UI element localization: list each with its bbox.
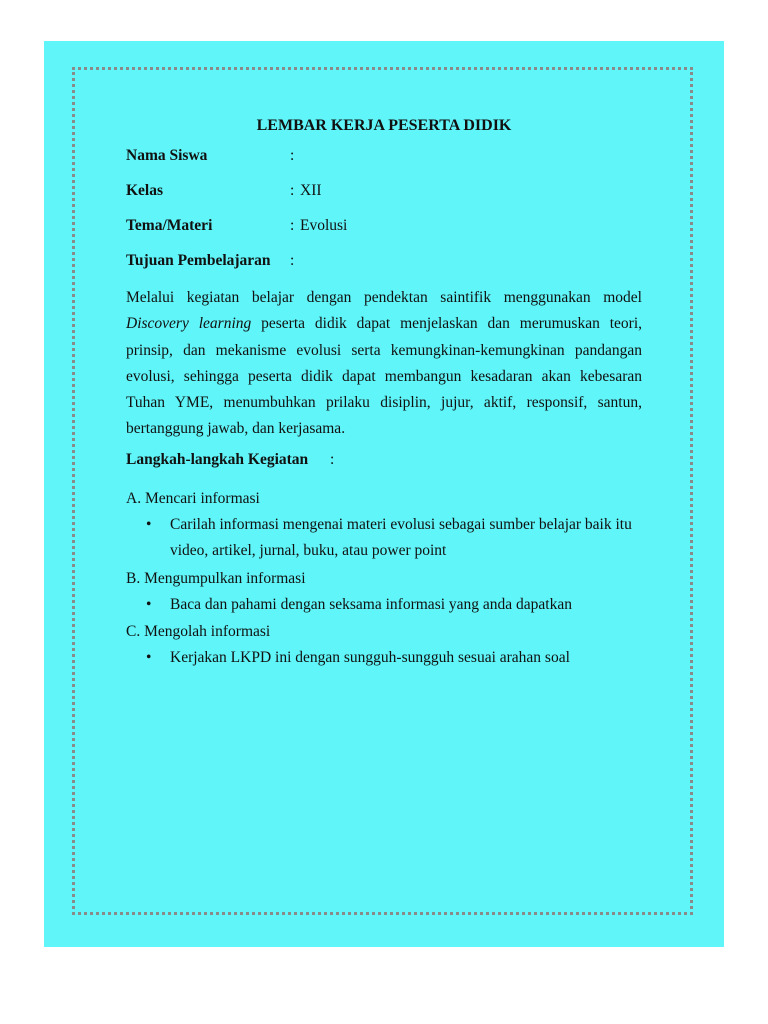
step-title: B. Mengumpulkan informasi [126,569,306,587]
field-nama-siswa [126,147,642,182]
field-label: Kelas [126,182,164,199]
field-label: Nama Siswa [126,147,208,164]
field-kelas [126,182,642,217]
objective-text: Melalui kegiatan belajar dengan pendektan saintifik menggunakan model [126,289,642,306]
field-colon: : [290,147,295,164]
field-label: Tujuan Pembelajaran [126,252,271,269]
field-value: XII [300,182,322,199]
steps-heading [126,451,642,485]
step-bullet [142,512,642,565]
field-value: Evolusi [300,217,348,234]
step-bullet [142,592,642,619]
objective-model-name: Discovery learning [126,315,252,333]
worksheet-title: LEMBAR KERJA PESERTA DIDIK [256,117,512,134]
field-colon: : [290,182,295,199]
step-bullet [142,645,642,672]
objective-paragraph [126,285,642,443]
field-tema-materi [126,217,642,252]
field-colon: : [290,217,295,234]
field-label: Tema/Materi [126,217,213,234]
bullet-dot-icon: • [146,515,152,533]
step-bullet-text: Carilah informasi mengenai materi evolusi sebagai sumber belajar baik itu video, artikel, jurnal, buku, atau power point [170,515,632,560]
bullet-dot-icon: • [146,595,152,613]
steps-heading-colon: : [330,450,335,468]
objective-text: peserta didik dapat menjelaskan dan merumuskan teori, prinsip, dan mekanisme evolusi serta kemungkinan-kemungkinan pandangan evolusi, sehingga peserta didik dapat membangun kesadaran akan kebesaran Tuhan YME, menumbuhkan prilaku disiplin, jujur, aktif, responsif, santun, bertanggung jawab, dan kerjasama. [126,315,642,438]
steps-heading-label: Langkah-langkah Kegiatan [126,450,309,468]
field-colon: : [290,252,295,269]
field-tujuan-pembelajaran [126,252,642,287]
step-title: C. Mengolah informasi [126,623,271,641]
step-bullet-text: Baca dan pahami dengan seksama informasi yang anda dapatkan [170,595,572,613]
worksheet-content [126,112,642,672]
step-title: A. Mencari informasi [126,489,260,507]
bullet-dot-icon: • [146,649,152,667]
step-bullet-text: Kerjakan LKPD ini dengan sungguh-sungguh sesuai arahan soal [170,649,570,667]
